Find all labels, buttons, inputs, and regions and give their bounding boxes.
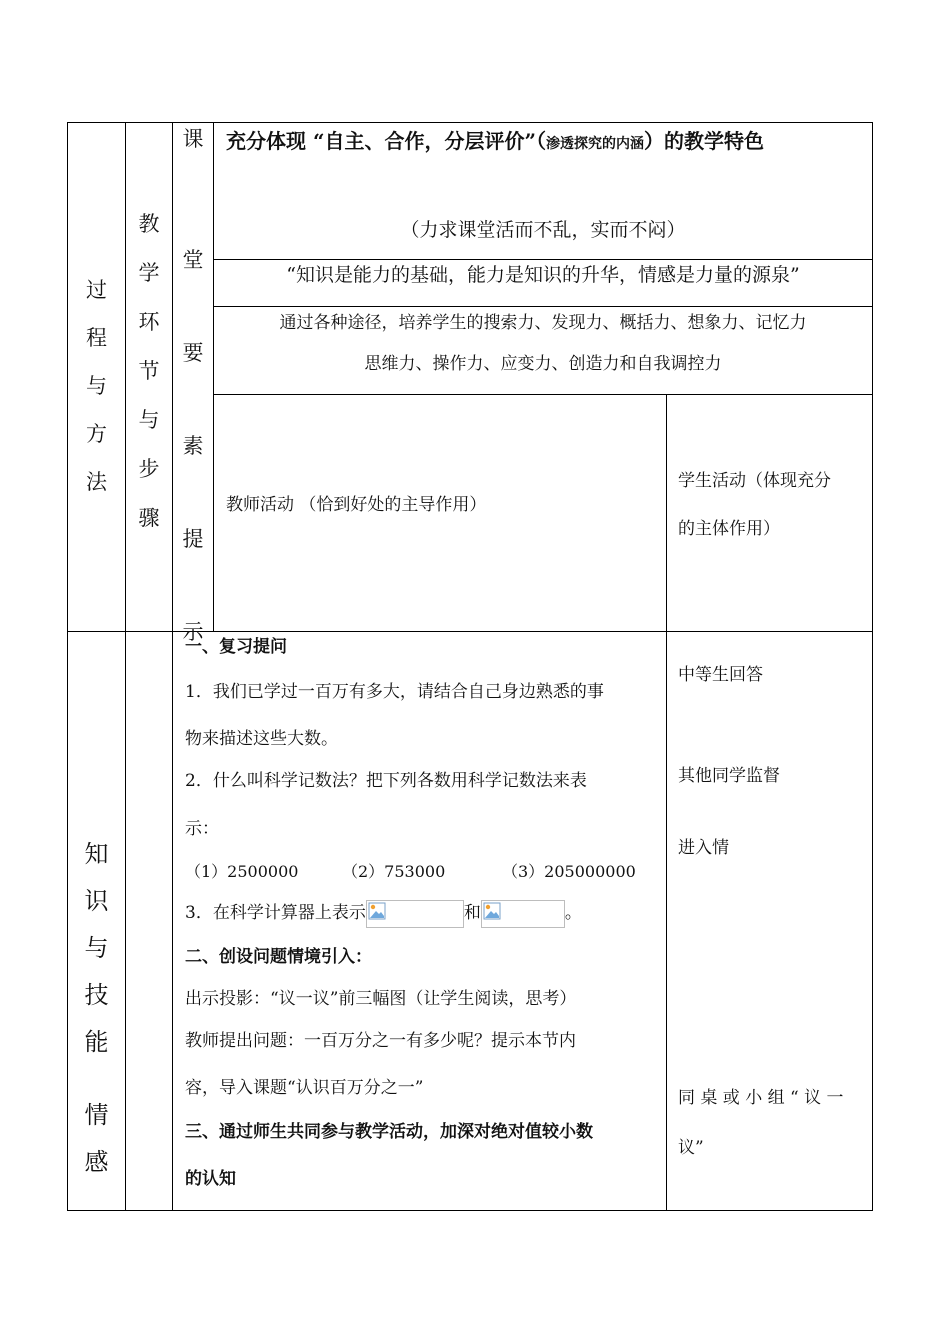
number-2: （2）753000 [342, 862, 446, 881]
section-2-title: 二、创设问题情境引入： [185, 947, 372, 967]
question-3 [185, 899, 582, 928]
number-3: （3）205000000 [502, 862, 636, 881]
section-3-line-2: 的认知 [185, 1169, 236, 1189]
process-method-label: 过 程 与 方 法 [86, 278, 107, 494]
broken-image-icon [483, 902, 501, 920]
section-1-title: 一、复习提问 [185, 637, 287, 657]
question-3-and: 和 [463, 903, 481, 923]
student-activity-header-2: 的主体作用） [678, 519, 780, 539]
table-border-bottom [67, 1210, 873, 1211]
student-answer-4-line-1: 同 桌 或 小 组 “ 议 一 [678, 1088, 844, 1108]
student-answer-3: 进入情 [678, 838, 729, 858]
student-answer-2: 其他同学监督 [678, 766, 780, 786]
question-3-prefix: 3．在科学计算器上表示 [185, 903, 366, 923]
student-answer-1: 中等生回答 [678, 665, 763, 685]
emotion-label: 情 感 [84, 1101, 109, 1176]
question-2-line-2: 示： [185, 819, 219, 839]
abilities-line-1: 通过各种途径，培养学生的搜索力、发现力、概括力、想象力、记忆力 [279, 313, 807, 333]
section-2-line-3: 容，导入课题“认识百万分之一” [185, 1078, 424, 1098]
col-divider-student [666, 394, 667, 1211]
question-1-line-1: 1．我们已学过一百万有多大，请结合自己身边熟悉的事 [185, 682, 604, 702]
section-2-line-1: 出示投影：“议一议”前三幅图（让学生阅读，思考） [185, 989, 577, 1009]
classroom-elements-label: 课 堂 要 素 提 示 [182, 127, 204, 644]
formula-image-1 [366, 900, 464, 928]
question-3-end: 。 [564, 903, 582, 923]
teaching-feature-heading: 充分体现 “自主、合作，分层评价”（渗透探究的内涵）的教学特色 [226, 129, 764, 153]
teacher-activity-header: 教师活动 （恰到好处的主导作用） [226, 495, 487, 515]
abilities-line-2: 思维力、操作力、应变力、创造力和自我调控力 [364, 354, 722, 374]
student-activity-header-1: 学生活动（体现充分 [678, 471, 831, 491]
divider-abilities [213, 394, 873, 395]
question-1-line-2: 物来描述这些大数。 [185, 729, 338, 749]
classroom-note: （力求课堂活而不乱，实而不闷） [400, 219, 686, 241]
question-2-line-1: 2．什么叫科学记数法？把下列各数用科学记数法来表 [185, 771, 587, 791]
knowledge-quote: “知识是能力的基础，能力是知识的升华，情感是力量的源泉” [286, 264, 800, 286]
knowledge-skills-label: 知 识 与 技 能 [84, 840, 109, 1056]
col-divider-3 [213, 122, 214, 632]
broken-image-icon [368, 902, 386, 920]
formula-image-2 [481, 900, 565, 928]
teaching-steps-label: 教 学 环 节 与 步 骤 [138, 212, 160, 530]
number-1: （1）2500000 [185, 862, 299, 881]
student-answer-4-line-2: 议” [678, 1138, 704, 1158]
divider-quote [213, 306, 873, 307]
section-3-line-1: 三、通过师生共同参与教学活动，加深对绝对值较小数 [185, 1122, 593, 1142]
section-2-line-2: 教师提出问题：一百万分之一有多少呢？提示本节内 [185, 1031, 576, 1051]
